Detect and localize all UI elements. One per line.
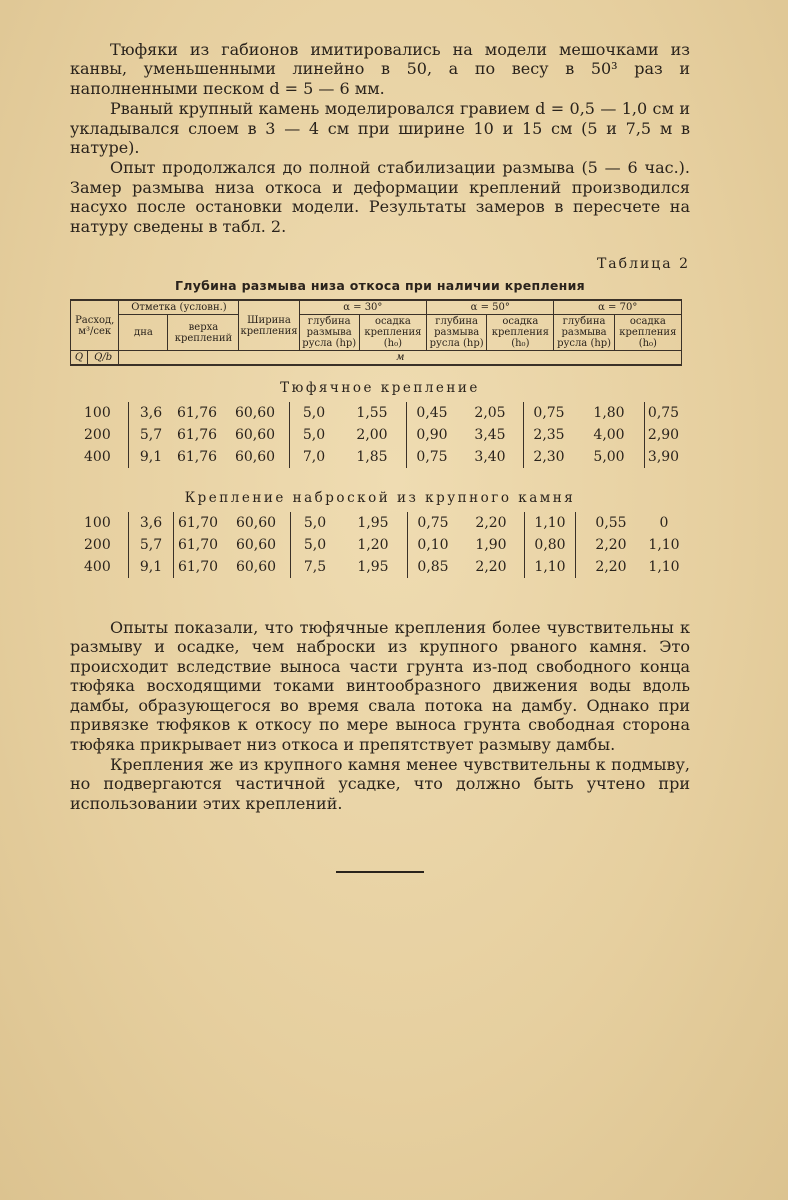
header-verha: верха креплений: [168, 315, 239, 351]
table-cell: 5,7: [129, 534, 174, 556]
table-cell: 61,76: [176, 405, 218, 422]
table-cell: 61,70: [174, 556, 223, 578]
table-cell: 2,20: [576, 534, 647, 556]
table-cell: 5,0: [290, 402, 339, 424]
table-label: Таблица 2: [596, 256, 690, 273]
table-cell: 1,90: [475, 537, 507, 554]
header-alpha-70: α = 70°: [554, 300, 682, 315]
table-cell: 60,60: [235, 537, 277, 554]
table-row: [70, 512, 682, 534]
header-rashod: Расход, м³/сек: [71, 300, 119, 351]
header-qb: Q/b: [87, 351, 119, 366]
table-cell: 200: [84, 427, 111, 444]
table-cell: 2,20: [475, 559, 507, 576]
table-cell: 200: [84, 537, 111, 554]
table-cell: 1,10: [648, 559, 680, 576]
header-unit: м: [119, 351, 682, 366]
table-cell: 1,80: [593, 405, 625, 422]
table-cell: 60,60: [234, 405, 276, 422]
table-cell: 61,70: [174, 512, 223, 534]
table-cell: 1,85: [356, 449, 388, 466]
header-glubina-50: глубина размыва русла (hp): [427, 315, 487, 351]
table-cell: 0,10: [408, 534, 459, 556]
table-row: [70, 534, 682, 556]
table-cell: 0,75: [524, 402, 575, 424]
table-cell: 2,20: [576, 556, 647, 578]
table-cell: 3,45: [474, 427, 506, 444]
table-cell: 0,55: [576, 512, 647, 534]
table-cell: 1,10: [525, 556, 576, 578]
table-cell: 5,00: [593, 449, 625, 466]
paragraph: Тюфяки из габионов имитировались на модели мешочками из канвы, уменьшенными линейно в 50, а по весу в 50³ раз и наполненными песком d = 5 — 6 мм.: [70, 40, 690, 98]
table-cell: 5,7: [129, 424, 174, 446]
table-cell: 2,35: [524, 424, 575, 446]
table-cell: 0,75: [408, 512, 459, 534]
page: [70, 40, 690, 873]
table-row: [70, 402, 682, 424]
table-cell: 3,6: [129, 512, 174, 534]
table-cell: 0,45: [407, 402, 458, 424]
header-osadka-50: осадка крепления (h₀): [487, 315, 554, 351]
table-cell: 0: [659, 515, 669, 532]
table-cell: 60,60: [234, 427, 276, 444]
table-cell: 0,90: [407, 424, 458, 446]
table-cell: 60,60: [234, 449, 276, 466]
table-cell: 1,95: [357, 515, 389, 532]
header-q: Q: [71, 351, 88, 366]
table-cell: 3,90: [645, 446, 683, 468]
separator-line: [336, 871, 424, 873]
paragraph: Рваный крупный камень моделировался гравием d = 0,5 — 1,0 см и укладывался слоем в 3 — 4 см при ширине 10 и 15 см (5 и 7,5 м в натуре).: [70, 99, 690, 158]
table-cell: 5,0: [291, 534, 340, 556]
data-table: [70, 402, 682, 468]
table-cell: 1,55: [356, 405, 388, 422]
section-title: Тюфячное крепление: [280, 380, 480, 397]
table-cell: 2,00: [356, 427, 388, 444]
table-cell: 2,20: [475, 515, 507, 532]
table-header: [70, 299, 682, 366]
paragraph: Опыты показали, что тюфячные крепления более чувствительны к размыву и осадке, чем наброски из крупного рваного камня. Это происходит вследствие выноса части грунта из-под свободного конца тюфяка восходящими токами винтообразного движения воды вдоль дамбы, образующегося во время свала потока на дамбу. Однако при привязке тюфяков к откосу по мере выноса грунта свободная сторона тюфяка прикрывает низ откоса и препятствует размыву дамбы.: [70, 618, 690, 754]
table-title: Глубина размыва низа откоса при наличии крепления: [174, 278, 586, 294]
table-cell: 7,5: [291, 556, 340, 578]
table-cell: 1,20: [357, 537, 389, 554]
table-cell: 0,85: [408, 556, 459, 578]
table-cell: 100: [84, 405, 111, 422]
table-cell: 61,76: [176, 427, 218, 444]
table-cell: 0,80: [525, 534, 576, 556]
header-glubina-30: глубина размыва русла (hp): [299, 315, 359, 351]
header-alpha-50: α = 50°: [427, 300, 554, 315]
table-cell: 400: [84, 449, 111, 466]
table-cell: 5,0: [290, 424, 339, 446]
data-table: [70, 512, 682, 578]
table-cell: 0,75: [645, 402, 683, 424]
table-row: [70, 446, 682, 468]
table-cell: 400: [84, 559, 111, 576]
table-cell: 1,10: [525, 512, 576, 534]
paragraph: Крепления же из крупного камня менее чувствительны к подмыву, но подвергаются частичной усадке, что должно быть учтено при использовании этих креплений.: [70, 754, 690, 813]
table-cell: 61,70: [174, 534, 223, 556]
table-cell: 2,05: [474, 405, 506, 422]
header-shirina: Ширина крепления: [239, 300, 299, 351]
table-cell: 61,76: [176, 449, 218, 466]
table-cell: 5,0: [291, 512, 340, 534]
table-row: [70, 424, 682, 446]
table-cell: 9,1: [129, 446, 174, 468]
table-cell: 1,95: [357, 559, 389, 576]
table-row: [70, 556, 682, 578]
header-alpha-30: α = 30°: [299, 300, 426, 315]
table-cell: 4,00: [593, 427, 625, 444]
section-title: Крепление наброской из крупного камня: [184, 490, 576, 507]
paragraph: Опыт продолжался до полной стабилизации размыва (5 — 6 час.). Замер размыва низа откоса и деформации креплений производился насухо после остановки модели. Результаты замеров в пересчете на натуру сведены в табл. 2.: [70, 158, 690, 236]
table-cell: 1,10: [648, 537, 680, 554]
table-cell: 9,1: [129, 556, 174, 578]
header-osadka-70: осадка крепления (h₀): [614, 315, 681, 351]
table-cell: 0,75: [407, 446, 458, 468]
header-dna: дна: [119, 315, 168, 351]
table-cell: 3,40: [474, 449, 506, 466]
table-cell: 3,6: [129, 402, 174, 424]
header-otmetka: Отметка (условн.): [119, 300, 239, 315]
header-glubina-70: глубина размыва русла (hp): [554, 315, 614, 351]
table-cell: 2,90: [645, 424, 683, 446]
header-osadka-30: осадка крепления (h₀): [359, 315, 426, 351]
table-cell: 7,0: [290, 446, 339, 468]
table-cell: 100: [84, 515, 111, 532]
table-cell: 2,30: [524, 446, 575, 468]
table-cell: 60,60: [235, 559, 277, 576]
table-cell: 60,60: [235, 515, 277, 532]
